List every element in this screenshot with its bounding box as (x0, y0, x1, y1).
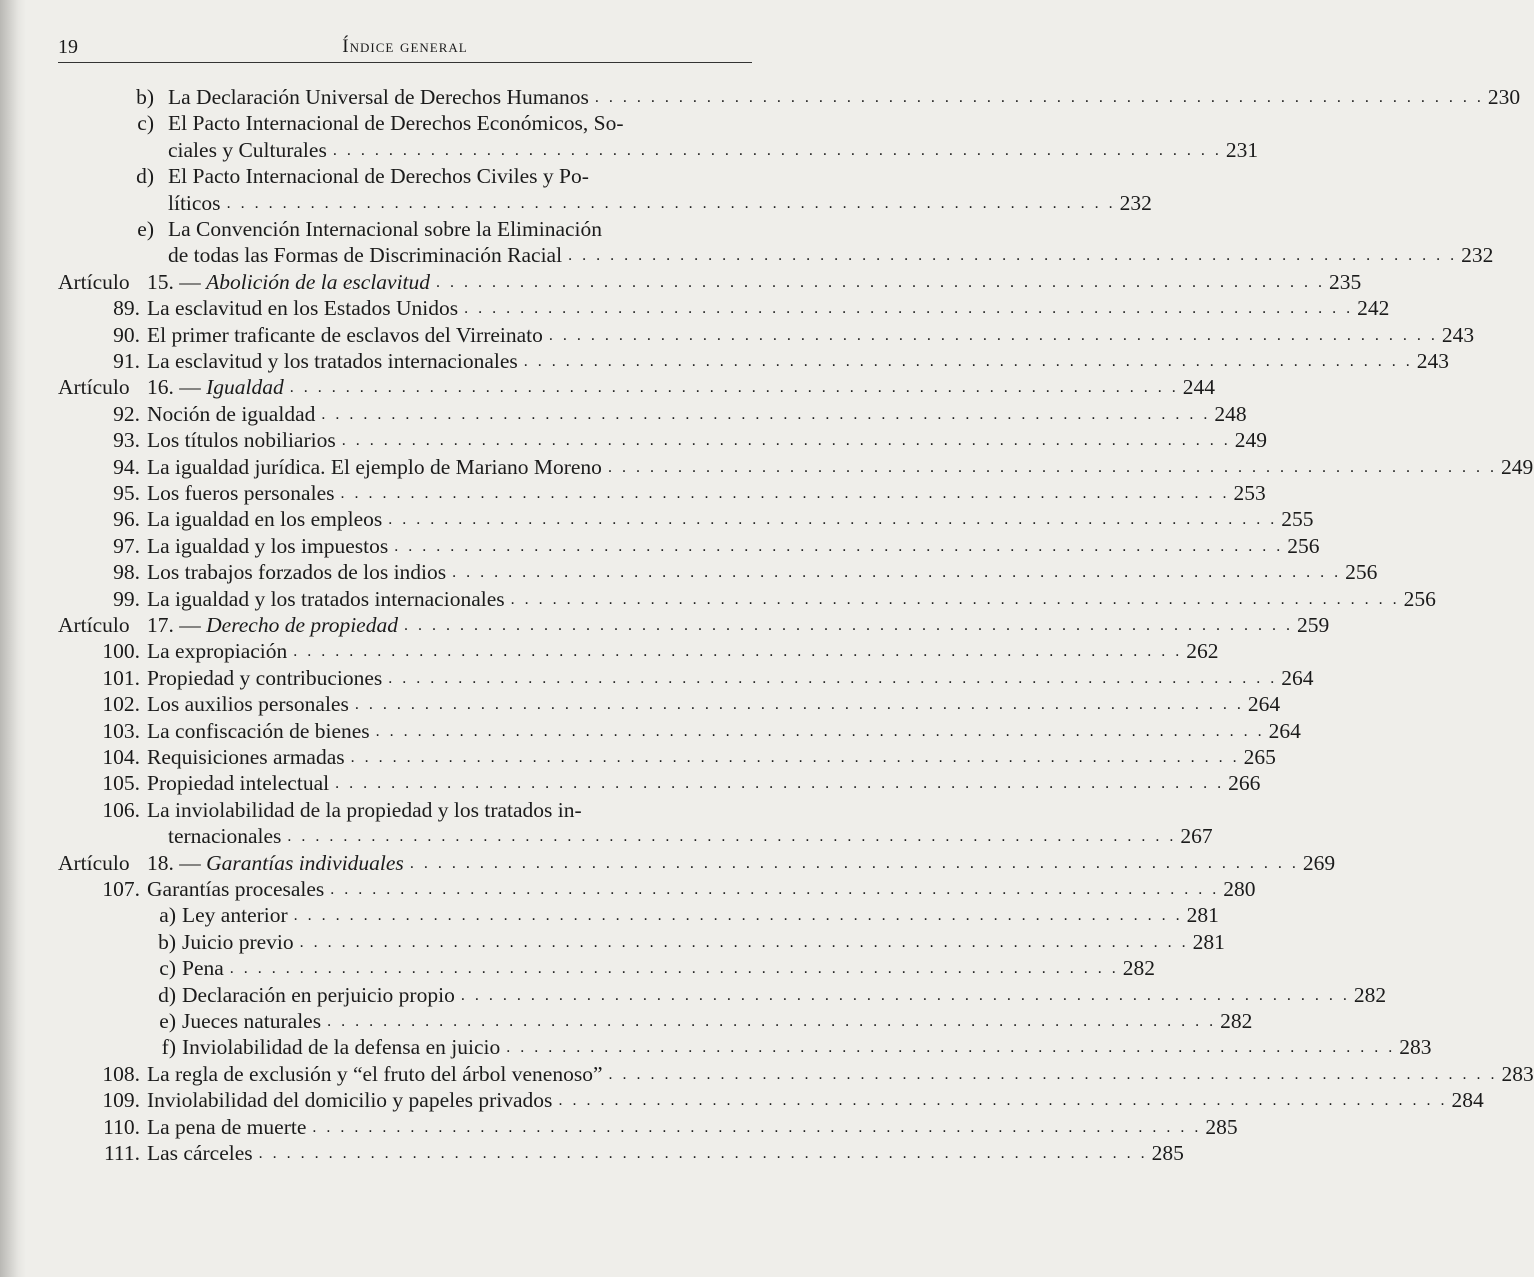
toc-page-number: 244 (1182, 375, 1216, 400)
toc-entry-label: 110. (103, 1114, 140, 1139)
dot-leader: . . . . . . . . . . . . . . . . . . . . . . . . . . . . . . . . . . . . . . . . . . . . . . . . . . . . . . . . . . . . . . . . (452, 564, 1342, 582)
dot-leader: . . . . . . . . . . . . . . . . . . . . . . . . . . . . . . . . . . . . . . . . . . . . . . . . . . . . . . . . . . . . . . . . (464, 300, 1354, 318)
toc-entry (58, 322, 1475, 349)
toc-entry (58, 348, 1449, 375)
toc-entry-title: líticos (168, 190, 221, 215)
toc-entry (58, 269, 1362, 296)
toc-entry (150, 982, 1387, 1009)
toc-entry (58, 533, 1320, 560)
toc-entry-title: La Convención Internacional sobre la Eliminación (168, 217, 603, 241)
toc-entry-label: 102. (102, 692, 140, 717)
dot-leader: . . . . . . . . . . . . . . . . . . . . . . . . . . . . . . . . . . . . . . . . . . . . . . . . . . . . . . . . . . . . . . . . (341, 432, 1231, 450)
toc-entry-label: 96. (113, 507, 140, 532)
dot-leader: . . . . . . . . . . . . . . . . . . . . . . . . . . . . . . . . . . . . . . . . . . . . . . . . . . . . . . . . . . . . . . . . (293, 643, 1183, 661)
toc-entry-label: 106. (102, 797, 140, 822)
toc-page-number: 264 (1247, 692, 1281, 717)
toc-page-number: 256 (1345, 560, 1378, 585)
toc-entry-title: La igualdad y los tratados internacionales (147, 586, 505, 611)
toc-entry (150, 955, 1156, 982)
toc-entry-label: 97. (113, 533, 140, 558)
dot-leader: . . . . . . . . . . . . . . . . . . . . . . . . . . . . . . . . . . . . . . . . . . . . . . . . . . . . . . . . . . . . . . . . (226, 194, 1116, 212)
dot-leader: . . . . . . . . . . . . . . . . . . . . . . . . . . . . . . . . . . . . . . . . . . . . . . . . . . . . . . . . . . . . . . . . (332, 141, 1222, 159)
toc-entry-title: La esclavitud en los Estados Unidos (147, 296, 459, 321)
article-title: Garantías individuales (206, 850, 404, 875)
toc-entry (128, 84, 1521, 111)
toc-page-number: 232 (1119, 190, 1152, 215)
dot-leader: . . . . . . . . . . . . . . . . . . . . . . . . . . . . . . . . . . . . . . . . . . . . . . . . . . . . . . . . . . . . . . . . (335, 775, 1225, 793)
toc-page-number: 267 (1180, 824, 1213, 849)
toc-page-number: 256 (1403, 586, 1436, 611)
toc-page-number: 282 (1353, 982, 1387, 1007)
dot-leader: . . . . . . . . . . . . . . . . . . . . . . . . . . . . . . . . . . . . . . . . . . . . . . . . . . . . . . . . . . . . . . . . (394, 537, 1284, 555)
toc-entry-title: Jueces naturales (182, 1009, 322, 1033)
dot-leader: . . . . . . . . . . . . . . . . . . . . . . . . . . . . . . . . . . . . . . . . . . . . . . . . . . . . . . . . . . . . . . . . (436, 273, 1326, 291)
toc-entry (58, 427, 1267, 454)
article-number: 16. — (147, 375, 201, 400)
dot-leader: . . . . . . . . . . . . . . . . . . . . . . . . . . . . . . . . . . . . . . . . . . . . . . . . . . . . . . . . . . . . . . . . (409, 854, 1299, 872)
toc-entry-title: Propiedad y contribuciones (147, 665, 383, 690)
toc-entry (150, 1008, 1253, 1035)
toc-entry (58, 295, 1390, 322)
dot-leader: . . . . . . . . . . . . . . . . . . . . . . . . . . . . . . . . . . . . . . . . . . . . . . . . . . . . . . . . . . . . . . . . (375, 722, 1265, 740)
toc-entry-label: 99. (113, 586, 140, 611)
toc-entry-label: 91. (113, 349, 140, 373)
toc-entry-title: Declaración en perjuicio propio (182, 982, 455, 1007)
running-header (58, 36, 752, 60)
toc-entry (58, 850, 1336, 877)
dot-leader: . . . . . . . . . . . . . . . . . . . . . . . . . . . . . . . . . . . . . . . . . . . . . . . . . . . . . . . . . . . . . . . . (568, 247, 1458, 265)
toc-entry-label: Artículo (58, 269, 130, 294)
dot-leader: . . . . . . . . . . . . . . . . . . . . . . . . . . . . . . . . . . . . . . . . . . . . . . . . . . . . . . . . . . . . . . . . (558, 1092, 1448, 1110)
toc-entry-label: d) (136, 164, 154, 189)
toc-entry-label: b) (158, 929, 176, 954)
toc-page-number: 253 (1233, 481, 1266, 505)
toc-page-number: 243 (1416, 349, 1449, 373)
toc-page-number: 282 (1220, 1009, 1253, 1033)
toc-entry (168, 242, 1494, 269)
dot-leader: . . . . . . . . . . . . . . . . . . . . . . . . . . . . . . . . . . . . . . . . . . . . . . . . . . . . . . . . . . . . . . . . (354, 696, 1244, 714)
dot-leader: . . . . . . . . . . . . . . . . . . . . . . . . . . . . . . . . . . . . . . . . . . . . . . . . . . . . . . . . . . . . . . . . (350, 749, 1240, 766)
toc-page-number: 284 (1451, 1088, 1484, 1113)
dot-leader: . . . . . . . . . . . . . . . . . . . . . . . . . . . . . . . . . . . . . . . . . . . . . . . . . . . . . . . . . . . . . . . . (330, 881, 1220, 898)
toc-entry-title: El primer traficante de esclavos del Virreinato (147, 322, 543, 347)
toc-entry-title: de todas las Formas de Discriminación Racial (168, 243, 563, 268)
dot-leader: . . . . . . . . . . . . . . . . . . . . . . . . . . . . . . . . . . . . . . . . . . . . . . . . . . . . . . . . . . . . . . . . (229, 960, 1119, 978)
dot-leader: . . . . . . . . . . . . . . . . . . . . . . . . . . . . . . . . . . . . . . . . . . . . . . . . . . . . . . . . . . . . . . . . (289, 379, 1179, 397)
toc-entry-title: ternacionales (168, 824, 282, 849)
toc-entry-label: 109. (102, 1088, 140, 1113)
toc-page-number: 248 (1214, 401, 1247, 426)
article-title: Derecho de propiedad (206, 613, 398, 637)
toc-entry-title: Las cárceles (147, 1141, 253, 1165)
toc-entry-title: Ley anterior (182, 903, 288, 928)
toc-entry-title: ciales y Culturales (168, 137, 327, 162)
toc-page-number: 256 (1287, 533, 1320, 558)
toc-entry (58, 797, 752, 824)
toc-page-number: 242 (1357, 296, 1390, 321)
toc-page-number: 283 (1399, 1035, 1432, 1060)
toc-entry-label: 89. (113, 296, 140, 321)
toc-entry-title: La Declaración Universal de Derechos Humanos (168, 85, 589, 109)
toc-entry-label: 92. (113, 401, 140, 426)
toc-entry-label: a) (159, 903, 176, 928)
toc-entry-label: 111. (103, 1141, 140, 1165)
toc-entry (58, 718, 1301, 745)
toc-entry (58, 559, 1378, 586)
toc-entry (58, 612, 1330, 639)
toc-entry-title: Requisiciones armadas (147, 745, 345, 769)
toc-entry (58, 1087, 1484, 1114)
toc-entry-label: f) (161, 1035, 176, 1060)
toc-page-number: 259 (1296, 613, 1330, 637)
toc-entry-title-group (147, 850, 404, 877)
article-number: 17. — (147, 613, 201, 637)
toc-entry-label: 101. (102, 665, 140, 690)
toc-entry-label: 104. (102, 745, 140, 769)
toc-entry (168, 137, 1259, 164)
toc-entry-label: b) (136, 85, 154, 109)
toc-entry-label: 100. (102, 639, 140, 664)
toc-entry (168, 823, 1213, 850)
dot-leader: . . . . . . . . . . . . . . . . . . . . . . . . . . . . . . . . . . . . . . . . . . . . . . . . . . . . . . . . . . . . . . . . (510, 590, 1400, 608)
toc-entry-label: e) (159, 1009, 176, 1033)
toc-entry-label: c) (159, 956, 176, 981)
toc-entry (58, 506, 1314, 533)
running-title: Índice general (342, 36, 468, 57)
toc-entry-title-group (147, 612, 398, 639)
dot-leader: . . . . . . . . . . . . . . . . . . . . . . . . . . . . . . . . . . . . . . . . . . . . . . . . . . . . . . . . . . . . . . . . (607, 458, 1497, 476)
toc-page-number: 231 (1225, 137, 1259, 162)
toc-entry-label: 94. (113, 454, 140, 479)
toc-page-number: 255 (1281, 507, 1314, 532)
dot-leader: . . . . . . . . . . . . . . . . . . . . . . . . . . . . . . . . . . . . . . . . . . . . . . . . . . . . . . . . . . . . . . . . (608, 1065, 1498, 1083)
dot-leader: . . . . . . . . . . . . . . . . . . . . . . . . . . . . . . . . . . . . . . . . . . . . . . . . . . . . . . . . . . . . . . . . (327, 1013, 1217, 1030)
toc-entry (58, 586, 1436, 613)
toc-page-number: 230 (1487, 85, 1521, 109)
toc-entry-label: Artículo (58, 375, 130, 400)
toc-entry (168, 190, 1152, 217)
toc-entry-title: La confiscación de bienes (147, 718, 370, 743)
dot-leader: . . . . . . . . . . . . . . . . . . . . . . . . . . . . . . . . . . . . . . . . . . . . . . . . . . . . . . . . . . . . . . . . (523, 353, 1413, 370)
toc-entry-title: Los fueros personales (147, 481, 335, 505)
toc-page-number: 280 (1223, 877, 1256, 901)
toc-page-number: 281 (1192, 929, 1225, 954)
toc-entry-label: 103. (102, 718, 140, 743)
toc-page-number: 282 (1122, 956, 1156, 981)
header-rule (58, 62, 752, 63)
toc-page-number: 232 (1461, 243, 1494, 268)
toc-entry (58, 374, 1216, 401)
toc-entry-title: La regla de exclusión y “el fruto del árbol venenoso” (147, 1061, 603, 1086)
toc-page-number: 285 (1151, 1141, 1184, 1165)
toc-entry-label: 107. (102, 877, 140, 901)
toc-entry-title: Los trabajos forzados de los indios (147, 560, 447, 585)
toc-entry-label: 98. (113, 560, 140, 585)
dot-leader: . . . . . . . . . . . . . . . . . . . . . . . . . . . . . . . . . . . . . . . . . . . . . . . . . . . . . . . . . . . . . . . . (340, 485, 1230, 502)
dot-leader: . . . . . . . . . . . . . . . . . . . . . . . . . . . . . . . . . . . . . . . . . . . . . . . . . . . . . . . . . . . . . . . . (403, 617, 1293, 634)
toc-page-number: 249 (1234, 428, 1267, 453)
toc-entry-label: 95. (113, 481, 140, 505)
toc-entry (58, 770, 1261, 797)
dot-leader: . . . . . . . . . . . . . . . . . . . . . . . . . . . . . . . . . . . . . . . . . . . . . . . . . . . . . . . . . . . . . . . . (388, 511, 1278, 529)
toc-entry (128, 216, 752, 243)
toc-page-number: 266 (1228, 771, 1261, 796)
toc-entry (150, 902, 1219, 929)
toc-entry-title: La pena de muerte (147, 1114, 307, 1139)
toc-entry (128, 163, 752, 190)
article-title: Igualdad (206, 375, 284, 400)
toc-entry-title: El Pacto Internacional de Derechos Económicos, So- (168, 111, 624, 136)
toc-entry (58, 1114, 1238, 1141)
toc-entry-label: d) (158, 982, 176, 1007)
article-number: 15. — (147, 269, 201, 294)
toc-entry-title: Noción de igualdad (147, 401, 316, 426)
dot-leader: . . . . . . . . . . . . . . . . . . . . . . . . . . . . . . . . . . . . . . . . . . . . . . . . . . . . . . . . . . . . . . . . (293, 907, 1183, 925)
toc-entry-title-group (147, 269, 430, 296)
toc-entry-title: Pena (182, 956, 224, 981)
toc-entry-label: 93. (113, 428, 140, 453)
toc-entry-title: La igualdad jurídica. El ejemplo de Mariano Moreno (147, 454, 602, 479)
toc-entry (58, 401, 1247, 428)
toc-page-number: 243 (1441, 322, 1475, 347)
dot-leader: . . . . . . . . . . . . . . . . . . . . . . . . . . . . . . . . . . . . . . . . . . . . . . . . . . . . . . . . . . . . . . . . (299, 933, 1189, 951)
toc-entry (58, 638, 1219, 665)
toc-entry (58, 744, 1276, 771)
toc-entry-title: Inviolabilidad del domicilio y papeles privados (147, 1088, 553, 1113)
toc-entry-title: Los títulos nobiliarios (147, 428, 336, 453)
toc-entry (58, 876, 1256, 903)
dot-leader: . . . . . . . . . . . . . . . . . . . . . . . . . . . . . . . . . . . . . . . . . . . . . . . . . . . . . . . . . . . . . . . . (506, 1039, 1396, 1057)
toc-entry-title: La igualdad en los empleos (147, 507, 383, 532)
dot-leader: . . . . . . . . . . . . . . . . . . . . . . . . . . . . . . . . . . . . . . . . . . . . . . . . . . . . . . . . . . . . . . . . (312, 1118, 1202, 1136)
toc-entry (150, 929, 1225, 956)
toc-page-number: 283 (1501, 1061, 1534, 1086)
toc-entry-title: Juicio previo (182, 929, 294, 954)
dot-leader: . . . . . . . . . . . . . . . . . . . . . . . . . . . . . . . . . . . . . . . . . . . . . . . . . . . . . . . . . . . . . . . . (388, 669, 1278, 687)
toc-entry-title: Inviolabilidad de la defensa en juicio (182, 1035, 501, 1060)
toc-entry-label: 108. (102, 1061, 140, 1086)
toc-entry-label: Artículo (58, 613, 130, 637)
page-number: 19 (58, 36, 78, 58)
toc-entry-label: Artículo (58, 850, 130, 875)
toc-page-number: 269 (1302, 850, 1336, 875)
toc-page-number: 262 (1186, 639, 1219, 664)
dot-leader: . . . . . . . . . . . . . . . . . . . . . . . . . . . . . . . . . . . . . . . . . . . . . . . . . . . . . . . . . . . . . . . . (548, 326, 1438, 344)
toc-entry (58, 1061, 1534, 1088)
toc-entry-title-group (147, 374, 284, 401)
page-gutter-shadow (0, 0, 26, 1277)
dot-leader: . . . . . . . . . . . . . . . . . . . . . . . . . . . . . . . . . . . . . . . . . . . . . . . . . . . . . . . . . . . . . . . . (594, 89, 1484, 106)
toc-entry (150, 1034, 1432, 1061)
toc-page-number: 285 (1205, 1114, 1238, 1139)
toc-page-number: 235 (1329, 269, 1362, 294)
toc-page-number: 249 (1500, 454, 1534, 479)
toc-entry (128, 110, 752, 137)
toc-page-number: 264 (1268, 718, 1301, 743)
toc-entry (58, 1140, 1184, 1167)
dot-leader: . . . . . . . . . . . . . . . . . . . . . . . . . . . . . . . . . . . . . . . . . . . . . . . . . . . . . . . . . . . . . . . . (287, 828, 1177, 846)
toc-entry (58, 454, 1534, 481)
toc-entry-title: La igualdad y los impuestos (147, 533, 389, 558)
toc-entry-label: 90. (113, 322, 140, 347)
toc-entry-label: e) (137, 217, 154, 241)
toc-entry (58, 480, 1266, 507)
toc-entry-title: La inviolabilidad de la propiedad y los tratados in- (147, 797, 582, 822)
article-title: Abolición de la esclavitud (206, 269, 431, 294)
toc-entry-title: Garantías procesales (147, 877, 325, 901)
dot-leader: . . . . . . . . . . . . . . . . . . . . . . . . . . . . . . . . . . . . . . . . . . . . . . . . . . . . . . . . . . . . . . . . (460, 986, 1350, 1004)
toc-page-number: 281 (1186, 903, 1219, 928)
article-number: 18. — (147, 850, 201, 875)
toc-entry (58, 691, 1281, 718)
toc-entry-label: 105. (102, 771, 140, 796)
toc-entry (58, 665, 1314, 692)
dot-leader: . . . . . . . . . . . . . . . . . . . . . . . . . . . . . . . . . . . . . . . . . . . . . . . . . . . . . . . . . . . . . . . . (321, 405, 1211, 423)
toc-entry-title: La expropiación (147, 639, 288, 664)
toc-entry-title: La esclavitud y los tratados internacionales (147, 349, 518, 373)
toc-entry-title: El Pacto Internacional de Derechos Civiles y Po- (168, 164, 589, 189)
toc-page-number: 264 (1281, 665, 1314, 690)
toc-page-number: 265 (1243, 745, 1276, 769)
dot-leader: . . . . . . . . . . . . . . . . . . . . . . . . . . . . . . . . . . . . . . . . . . . . . . . . . . . . . . . . . . . . . . . . (258, 1145, 1148, 1162)
toc-entry-title: Los auxilios personales (147, 692, 349, 717)
toc-entry-label: c) (137, 111, 154, 136)
toc-entry-title: Propiedad intelectual (147, 771, 330, 796)
